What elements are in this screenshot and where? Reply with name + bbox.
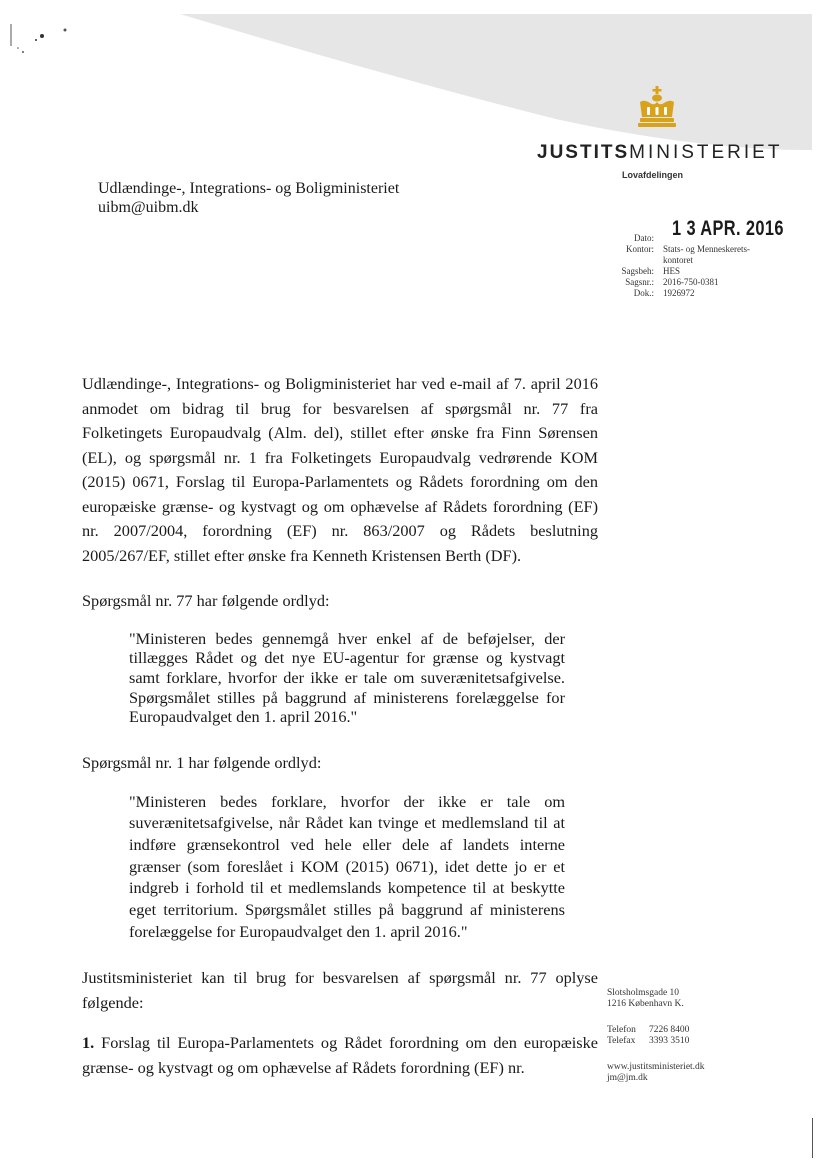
crown-logo-icon (634, 86, 680, 128)
meta-row-document (618, 288, 793, 299)
footer-online (607, 1062, 737, 1084)
ministry-name (537, 142, 782, 164)
case-metadata (618, 233, 793, 299)
department-name: Lovafdelingen (622, 170, 684, 180)
recipient-block (98, 179, 399, 217)
footer-fax-value: 3393 3510 (649, 1036, 690, 1046)
meta-document-value: 1926972 (663, 288, 695, 298)
date-stamp: 1 3 APR. 2016 (672, 217, 784, 240)
footer-email-link[interactable]: jm@jm.dk (607, 1073, 648, 1083)
item-number: 1. (82, 1033, 95, 1053)
meta-row-office (618, 244, 793, 255)
meta-office-value: Stats- og Menneskerets- (663, 244, 750, 254)
answer-intro: Justitsministeriet kan til brug for besvarelsen af spørgsmål nr. 77 oplyse følgende: (82, 968, 598, 1012)
page-edge-line (812, 1118, 813, 1158)
scan-artifact (8, 22, 78, 62)
footer-website-link[interactable]: www.justitsministeriet.dk (607, 1062, 705, 1072)
intro-paragraph: Udlændinge-, Integrations- og Boligministeriet har ved e-mail af 7. april 2016 anmodet om bidrag til brug for besvarelsen af spørgsmål nr. 77 fra Folketingets Europaudvalg (Alm. del), stillet efter ønske fra Finn Sørensen (EL), og spørgsmål nr. 1 fra Folketingets Europaudvalg vedrørende KOM (2015) 0671, Forslag til Europa-Parlamentets og Rådets forordning om den europæiske grænse- og kystvagt og om ophævelse af Rådets forordning (EF) nr. 2007/2004, forordning (EF) nr. 863/2007 og Rådets beslutning 2005/267/EF, stillet efter ønske fra Kenneth Kristensen Berth (DF). (82, 374, 598, 565)
meta-row-date (618, 233, 793, 244)
footer-phone-value: 7226 8400 (649, 1025, 690, 1035)
footer-address (607, 988, 737, 1010)
footer-address-street: Slotsholmsgade 10 (607, 988, 680, 998)
meta-row-office-cont (618, 255, 793, 266)
recipient-email: uibm@uibm.dk (98, 199, 199, 216)
meta-row-handler (618, 266, 793, 277)
question-1-lead: Spørgsmål nr. 1 har følgende ordlyd: (82, 753, 322, 773)
ministry-name-bold: JUSTITS (537, 142, 630, 163)
item-text: Forslag til Europa-Parlamentets og Rådet forordning om den europæiske grænse- og kystvagt og om ophævelse af Rådets forordning (EF) nr. (82, 1033, 598, 1077)
footer-phone-label: Telefon (607, 1025, 636, 1035)
footer-address-city: 1216 København K. (607, 999, 684, 1009)
ministry-name-rest: MINISTERIET (629, 142, 783, 163)
footer-fax-label: Telefax (607, 1036, 636, 1046)
letter-body (82, 372, 598, 1080)
answer-item-1 (82, 1031, 598, 1080)
footer-phone (607, 1025, 737, 1047)
meta-case-number-label: Sagsnr.: (625, 277, 654, 287)
meta-office-label: Kontor: (626, 244, 654, 254)
question-77-quote: "Ministeren bedes gennemgå hver enkel af de beføjelser, der tillægges Rådet og det nye EU-agentur for grænse og kystvagt samt forklare, hvorfor der ikke er tale om suverænitetsafgivelse. Spørgsmålet stilles på baggrund af ministerens forelæggelse for Europaudvalget den 1. april 2016." (129, 628, 565, 727)
meta-office-value-cont: kontoret (663, 255, 693, 265)
letterhead-swoosh (0, 0, 828, 200)
meta-handler-value: HES (663, 266, 681, 276)
meta-handler-label: Sagsbeh: (621, 266, 654, 276)
meta-document-label: Dok.: (633, 288, 654, 298)
question-77-lead: Spørgsmål nr. 77 har følgende ordlyd: (82, 591, 330, 610)
recipient-name: Udlændinge-, Integrations- og Boligministeriet (98, 180, 400, 197)
meta-row-case-number (618, 277, 793, 288)
question-1-quote: "Ministeren bedes forklare, hvorfor der ikke er tale om suverænitetsafgivelse, når Rådet kan tvinge et medlemsland til at indføre grænsekontrol ved hele eller dele af landets interne grænser (som foreslået i KOM (2015) 0671), idet dette jo er et indgreb i forhold til et medlemslands kompetence til at beskytte eget territorium. Spørgsmålet stilles på baggrund af ministerens forelæggelse for Europaudvalget den 1. april 2016." (129, 791, 565, 941)
meta-case-number-value: 2016-750-0381 (663, 277, 719, 287)
meta-date-label: Dato: (634, 233, 654, 243)
footer-contact (607, 988, 737, 1099)
